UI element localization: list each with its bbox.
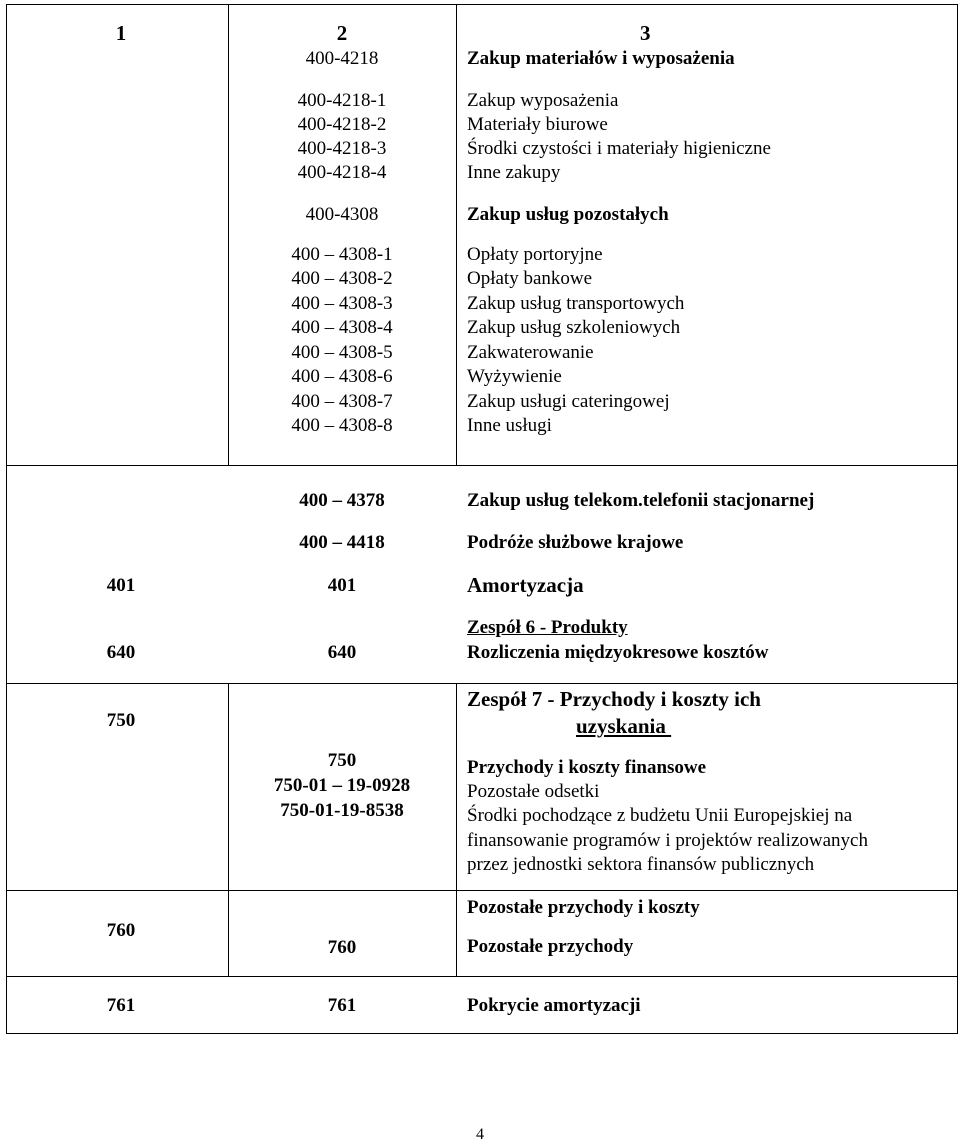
code-4218: 400-4218 <box>305 48 379 69</box>
title-401: Amortyzacja <box>467 573 584 597</box>
item-label: Opłaty bankowe <box>467 268 593 289</box>
code-4378: 400 – 4378 <box>299 490 385 511</box>
title-4418: Podróże służbowe krajowe <box>467 532 684 553</box>
title-4218: Zakup materiałów i wyposażenia <box>467 48 735 69</box>
item-label: Inne usługi <box>467 415 552 436</box>
subcode: 400 – 4308-1 <box>291 244 393 265</box>
page-number: 4 <box>476 1126 484 1143</box>
subcode: 400 – 4308-8 <box>291 415 393 436</box>
heading-zespol-7-line1: Zespół 7 - Przychody i koszty ich <box>467 687 761 711</box>
subcode: 400-4218-3 <box>297 138 387 159</box>
subcode: 400 – 4308-6 <box>291 366 393 387</box>
item-label: Środki pochodzące z budżetu Unii Europejskiej na <box>467 805 853 826</box>
code-760-col1: 760 <box>106 920 136 941</box>
item-label: Zakup usług transportowych <box>467 293 685 314</box>
column-divider <box>456 683 457 976</box>
item-label: Materiały biurowe <box>467 114 608 135</box>
item-label: Zakwaterowanie <box>467 342 594 363</box>
code-760-col2: 760 <box>327 937 357 958</box>
item-label: Opłaty portoryjne <box>467 244 603 265</box>
code-750-col1: 750 <box>106 710 136 731</box>
subcode: 400 – 4308-4 <box>291 317 393 338</box>
subcode: 750 <box>327 750 357 771</box>
row-divider <box>6 890 958 891</box>
heading-zespol-6: Zespół 6 - Produkty <box>467 617 628 638</box>
title-761: Pokrycie amortyzacji <box>467 995 641 1016</box>
item-label: przez jednostki sektora finansów publicznych <box>467 854 815 875</box>
title-640: Rozliczenia międzyokresowe kosztów <box>467 642 769 663</box>
row-divider <box>6 976 958 977</box>
subcode: 400 – 4308-7 <box>291 391 393 412</box>
item-label: Pozostałe odsetki <box>467 781 600 802</box>
title-760: Pozostałe przychody i koszty <box>467 897 700 918</box>
subcode: 400-4218-4 <box>297 162 387 183</box>
code-761-col2: 761 <box>327 995 357 1016</box>
subcode: 400 – 4308-2 <box>291 268 393 289</box>
code-401-col2: 401 <box>327 575 357 596</box>
header-col2: 2 <box>336 21 348 45</box>
row-divider <box>6 683 958 684</box>
code-640-col2: 640 <box>327 642 357 663</box>
title-4308: Zakup usług pozostałych <box>467 204 669 225</box>
header-col1: 1 <box>115 21 127 45</box>
code-640-col1: 640 <box>106 642 136 663</box>
item-label: Zakup usług szkoleniowych <box>467 317 681 338</box>
code-401-col1: 401 <box>106 575 136 596</box>
subcode: 750-01 – 19-0928 <box>273 775 411 796</box>
code-761-col1: 761 <box>106 995 136 1016</box>
heading-zespol-7-line2: uzyskania <box>576 714 672 738</box>
column-divider <box>456 4 457 465</box>
title-750: Przychody i koszty finansowe <box>467 757 707 778</box>
subcode: 400 – 4308-3 <box>291 293 393 314</box>
item-label: Zakup wyposażenia <box>467 90 619 111</box>
subcode: 400-4218-1 <box>297 90 387 111</box>
row-divider <box>6 465 958 466</box>
item-label: Zakup usługi cateringowej <box>467 391 670 412</box>
item-label: finansowanie programów i projektów realizowanych <box>467 830 868 851</box>
item-label: Inne zakupy <box>467 162 561 183</box>
header-col3: 3 <box>640 21 651 45</box>
subcode: 750-01-19-8538 <box>280 800 404 821</box>
title-4378: Zakup usług telekom.telefonii stacjonarnej <box>467 490 815 511</box>
column-divider <box>228 683 229 976</box>
subcode: 400-4218-2 <box>297 114 387 135</box>
code-4308: 400-4308 <box>305 204 379 225</box>
subcode: 400 – 4308-5 <box>291 342 393 363</box>
code-4418: 400 – 4418 <box>299 532 385 553</box>
item-label: Wyżywienie <box>467 366 562 387</box>
item-label: Środki czystości i materiały higieniczne <box>467 138 771 159</box>
subtitle-760: Pozostałe przychody <box>467 936 634 957</box>
